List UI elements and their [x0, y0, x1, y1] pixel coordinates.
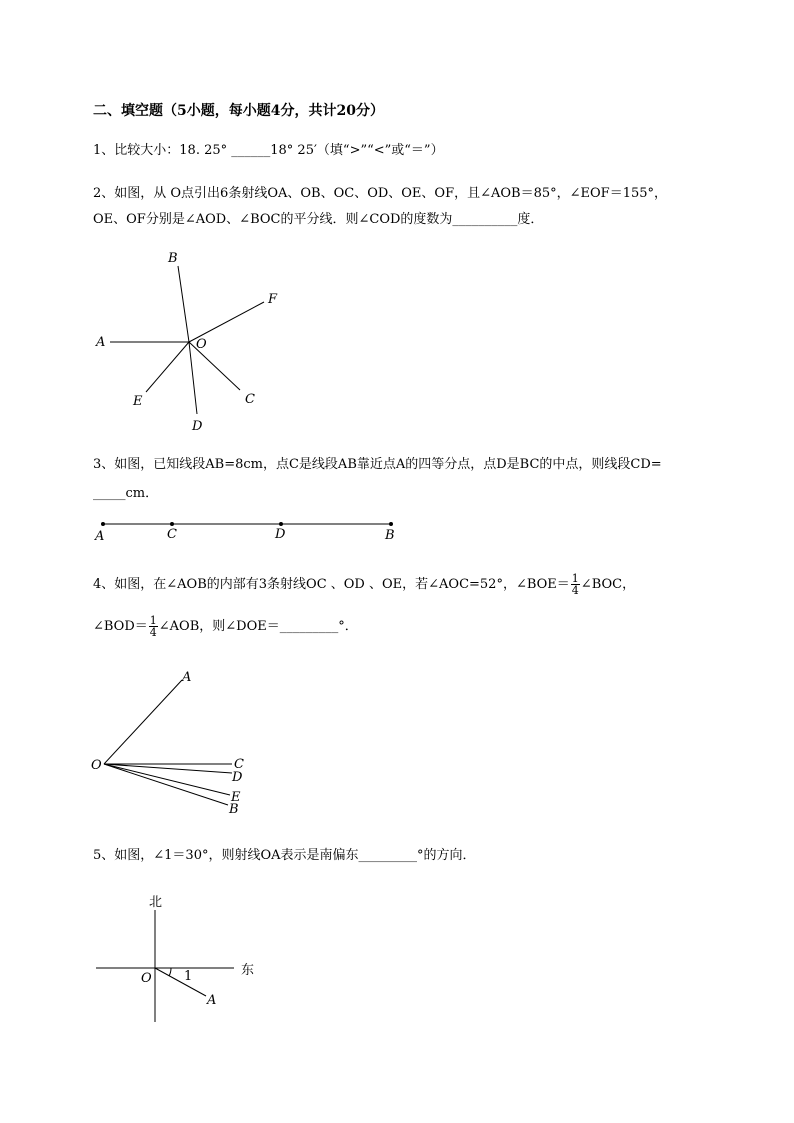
- label-O: O: [141, 971, 152, 986]
- label-D: D: [192, 419, 203, 434]
- label-D: D: [232, 770, 243, 785]
- section-title: 二、填空题（5小题，每小题4分，共计20分）: [93, 103, 384, 119]
- label-F: F: [268, 292, 278, 307]
- fraction-1-4: $\frac{1}{4}$: [571, 572, 579, 597]
- label-B: B: [385, 528, 395, 543]
- label-E: E: [133, 394, 143, 409]
- q4-line2-part-b: ∠AOB，则∠DOE＝_________°．: [158, 619, 358, 634]
- label-C: C: [245, 392, 255, 407]
- q4-line1-part-b: ∠BOC，: [580, 577, 636, 592]
- question-3-line-1: 3、如图，已知线段AB=8cm，点C是线段AB靠近点A的四等分点，点D是BC的中点，则线段CD=: [93, 457, 662, 472]
- label-A: A: [182, 670, 192, 685]
- label-C: C: [167, 527, 177, 542]
- label-E: E: [231, 790, 241, 805]
- question-2-line-2: OE、OF分别是∠AOD、∠BOC的平分线．则∠COD的度数为__________度．: [93, 212, 544, 227]
- label-A: A: [96, 335, 106, 350]
- label-north: 北: [149, 895, 163, 910]
- question-5: 5、如图，∠1＝30°，则射线OA表示是南偏东_________°的方向．: [93, 848, 476, 863]
- label-C: C: [234, 757, 244, 772]
- label-O: O: [196, 337, 207, 352]
- label-A: A: [207, 993, 217, 1008]
- question-3-line-2: _____cm．: [93, 486, 159, 501]
- label-O: O: [91, 758, 102, 773]
- label-B: B: [229, 802, 239, 817]
- fraction-1-4: $\frac{1}{4}$: [149, 614, 157, 639]
- question-1: 1、比较大小：18. 25° ______18° 25′（填“>”“<”或“＝”）: [93, 143, 444, 158]
- label-east: 东: [241, 963, 255, 978]
- q4-line1-part-a: 4、如图，在∠AOB的内部有3条射线OC 、OD 、OE，若∠AOC=52°，∠BOE＝: [93, 577, 570, 592]
- question-2-line-1: 2、如图，从 O点引出6条射线OA、OB、OC、OD、OE、OF，且∠AOB＝85°，∠EOF＝155°，: [93, 186, 668, 201]
- label-B: B: [168, 251, 178, 266]
- label-angle-1: 1: [184, 969, 193, 984]
- label-A: A: [95, 529, 105, 544]
- label-D: D: [275, 527, 286, 542]
- q4-line2-part-a: ∠BOD＝: [93, 619, 148, 634]
